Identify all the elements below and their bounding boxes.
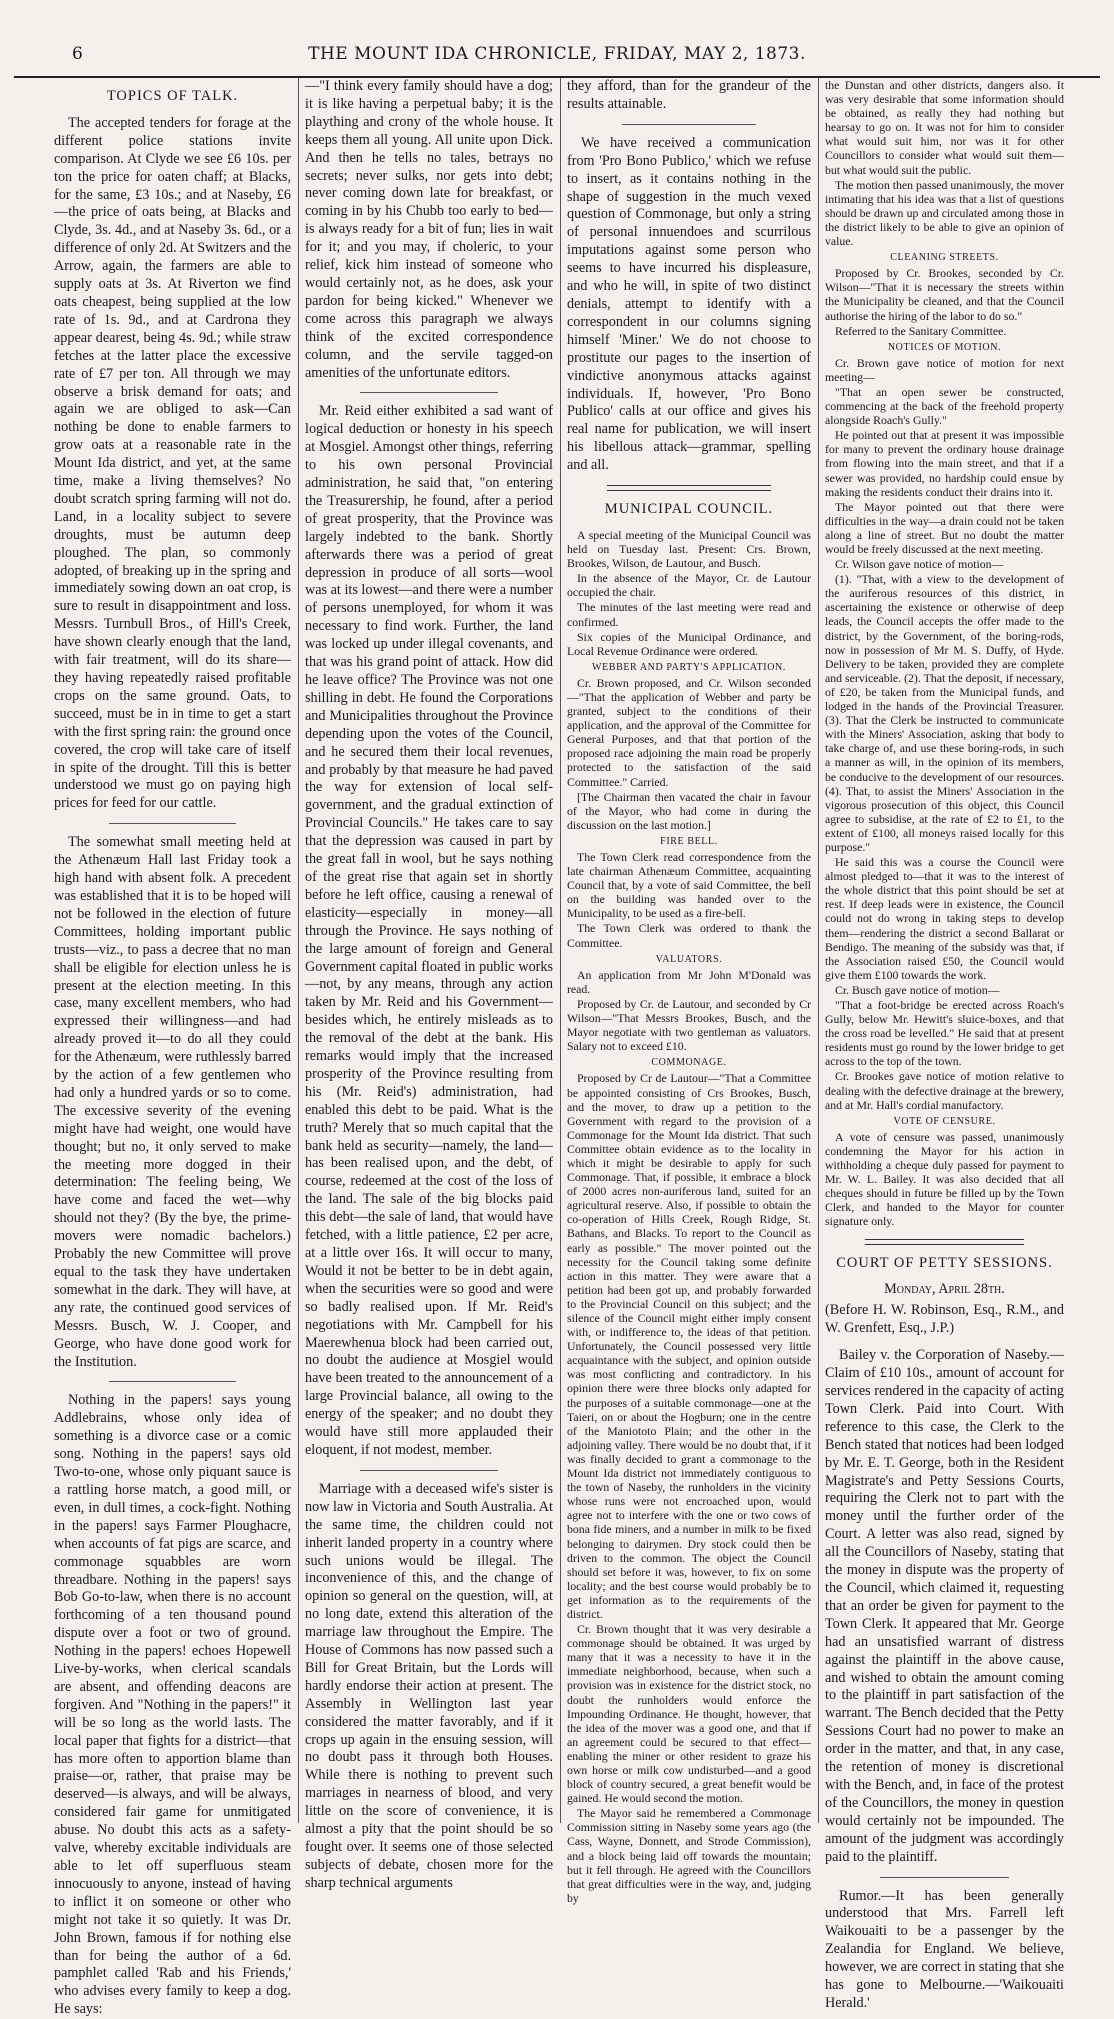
separator-rule: [622, 124, 756, 125]
webber-motion: Cr. Brown proposed, and Cr. Wilson seconded—"That the application of Webber and party be granted, subject to the conditions of their application, and the approval of the Committee for General Purposes, and that that portion of the proposed race adjoining the main road be properly protected to the satisfaction of the said Committee." Carried.: [567, 675, 811, 789]
deep-leads-remarks: He said this was a course the Council were almost pledged to—that it was to the interest of the whole district that this point should be set at rest. If deep leads were in existence, the Council could not do wrong in taking steps to develop them—rendering the district a second Ballarat or Bendigo. The meaning of the subsidy was that, if the Association raised £50, the Council would give them £100 towards the work.: [825, 855, 1064, 982]
valuators-motion: Proposed by Cr. de Lautour, and seconded by Cr Wilson—"That Messrs Brookes, Busch, and the Mayor negotiate with two gentleman as valuators. Salary not to exceed £10.: [567, 996, 811, 1054]
minutes-note: The minutes of the last meeting were read and confirmed.: [567, 600, 811, 629]
grandeur-paragraph: they afford, than for the grandeur of the results attainable.: [567, 78, 811, 112]
cleaning-streets-motion: Proposed by Cr. Brookes, seconded by Cr. Wilson—"That it is necessary the streets within the Municipality be cleaned, and that the Council authorise the hiring of the labor to do so.": [825, 266, 1064, 323]
court-date: Monday, April 28th.: [884, 1280, 1005, 1297]
separator-rule: [360, 1470, 498, 1471]
marriage-law-paragraph: Marriage with a deceased wife's sister is now law in Victoria and South Australia. At the same time, the children could not inherit landed property in a country where such unions would be illegal. The inconvenience of this, and the change of opinion so general on the question, will, at no long date, extend this alteration of the marriage law throughout the Empire. The House of Commons has now passed such a Bill for Great Britain, but the Lords will hardly endorse their action at present. The Assembly in Wellington last year considered the matter favorably, and if it crops up again in the ensuing session, will no doubt pass it through both Houses. While there is nothing to prevent such marriages in nearness of blood, and very little on the score of convenience, it is almost a pity that the point should be so fought over. It seems one of those selected subjects of debate, chosen more for the sharp technical arguments: [305, 1480, 553, 1891]
meeting-attendance: A special meeting of the Municipal Council was held on Tuesday last. Present: Crs. Brown, Brookes, Wilson, de Lautour, and Busch.: [567, 527, 811, 571]
subheading-valuators: VALUATORS.: [655, 953, 723, 965]
mayor-remarks-continued: the Dunstan and other districts, dangers also. It was very desirable that some information should be obtained, as really they had nothing but hearsay to go on. It was not for him to consider what would suit him, nor was it for other Councillors to consider what would suit them—but what would suit the public.: [825, 78, 1064, 177]
athenaeum-meeting-paragraph: The somewhat small meeting held at the Athenæum Hall last Friday took a high hand with absent folk. A precedent was established that it is to be hoped will not be followed in the election of future Committees, holding important public trusts—viz., to pass a decree that no man shall be eligible for election unless he is present at the election meeting. In this case, many excellent members, who had expressed their willingness—and had already proved it—to do all they could for the Athenæum, were ruthlessly barred by the action of a few gentlemen who had only a hundred yards or so to come. The excessive severity of the evening might have had weight, one would have thought; but no, it only served to make the meeting more dogged in their determination: The feeling being, We have come and faced the wet—why should not they? (By the bye, the prime-movers were nomadic bachelors.) Probably the new Committee will prove equal to the task they have undertaken somewhat in the dark. They will have, at any rate, the continued good services of Messrs. Busch, W. J. Cooper, and George, who have done good work for the Institution.: [54, 834, 291, 1370]
censure-paragraph: A vote of censure was passed, unanimously condemning the Mayor for his action in withholding a cheque duly passed for payment to Mr. W. L. Bailey. It was also decided that all cheques should in future be filled up by the Town Clerk, and handed to the Mayor for counter signature only.: [825, 1129, 1064, 1229]
sewer-remarks: He pointed out that at present it was impossible for many to prevent the ordinary house drainage from flowing into the main street, and that if a sewer was provided, no hardship could ensue by making the residents conduct their drains into it.: [825, 428, 1064, 499]
sanitary-referral: Referred to the Sanitary Committee.: [835, 323, 1007, 338]
columns-area: [50, 78, 1068, 2018]
rumor-paragraph: Rumor.—It has been generally understood that Mrs. Farrell left Waikouaiti to be a passenger by the Zealandia for England. We believe, however, we are correct in stating that she has gone to Melbourne.—'Waikouaiti Herald.': [825, 1887, 1064, 2011]
cr-brown-remarks: Cr. Brown thought that it was very desirable a commonage should be obtained. It was urged by many that it was a necessity to have it in the immediate neighborhood, because, when such a provision was in existence for the district stock, no doubt the runholders would enforce the Impounding Ordinance. He thought, however, that the idea of the mover was a good one, and that if an agreement could be secured to that effect—enabling the miner or other resident to graze his own horse or milk cow undisturbed—and a good block of country secured, a great benefit would be gained. He would second the motion.: [567, 1622, 811, 1806]
municipal-council-continued: [825, 78, 1064, 1229]
petty-sessions-heading: COURT OF PETTY SESSIONS.: [836, 1254, 1053, 1271]
subheading-vote-of-censure: VOTE OF CENSURE.: [893, 1115, 996, 1127]
chair-note: In the absence of the Mayor, Cr. de Lautour occupied the chair.: [567, 571, 811, 600]
separator-rule: [109, 1381, 236, 1382]
column-4: [821, 78, 1068, 2011]
foot-bridge-motion: "That a foot-bridge be erected across Roach's Gully, below Mr. Hewitt's sluice-boxes, and that the cross road be levelled." He said that at present residents must go round by the lower bridge to get across to the top of the town.: [825, 998, 1064, 1069]
court-bench: (Before H. W. Robinson, Esq., R.M., and W. Grenfett, Esq., J.P.): [825, 1302, 1064, 1337]
bailey-case: Bailey v. the Corporation of Naseby.—Claim of £10 10s., amount of account for services rendered in the capacity of acting Town Clerk. Paid into Court. With reference to this case, the Clerk to the Bench stated that notices had been lodged by Mr. E. T. George, both in the Resident Magistrate's and Petty Sessions Courts, requiring the Clerk not to part with the money until the further order of the Court. A letter was also read, signed by all the Councillors of Naseby, stating that the money in dispute was the property of the Council, which claimed it, requesting that an order be given for payment to the Town Clerk. It appeared that Mr. George had an unsatisfied warrant of distress against the plaintiff in the above cause, and wished to obtain the amount coming to the plaintiff in part satisfaction of the warrant. The Bench decided that the Petty Sessions Court had no power to make an order in the matter, and that, in any case, the retention of money is discretional with the Bench, and, in face of the protest of the Councillors, the money in question would certainly not be impounded. The amount of the judgment was accordingly paid to the plaintiff.: [825, 1347, 1064, 1865]
page-number: 6: [72, 44, 83, 64]
cr-wilson-notice: Cr. Wilson gave notice of motion—: [835, 557, 1004, 572]
subheading-notices-of-motion: NOTICES OF MOTION.: [887, 341, 1002, 353]
column-1: [50, 78, 295, 2018]
mayor-drain-remarks: The Mayor pointed out that there were difficulties in the way—a drain could not be taken along a line of street. But no doubt the matter would be freely discussed at the next meeting.: [825, 499, 1064, 556]
forage-tenders-paragraph: The accepted tenders for forage at the different police stations invite comparison. At Clyde we see £6 10s. per ton the price for oaten chaff; at Blacks, for the same, £3 10s.; and at Naseby, £6—the price of oats being, at Blacks and Clyde, 3s. 4d., and at Naseby 3s. 6d., or a difference of only 2d. At Switzers and the Arrow, again, the farmers are able to supply oats at 3s. At Riverton we find oats cheapest, being supplied at the low rate of 1s. 9d., and at Cardrona they appear dearest, being 4s. 9d.; while straw fetches at the latter place the excessive rate of £7 per ton. All through we may observe a brisk demand for oats; and again we are obliged to ask—Can nothing be done to enable farmers to grow oats at a reasonable rate in the Mount Ida district, and yet, at the same time, make a living themselves? No doubt scratch spring farming will not do. Land, in a locality subject to severe droughts, must be autumn deep ploughed. The plan, so commonly adopted, of breaking up in the spring and immediately sowing down an oat crop, is sure to result in disappointment and loss. Messrs. Turnbull Bros., of Hill's Creek, have shown clearly enough that the land, with fair treatment, will do its share—they having repeatedly raised profitable crops on the same ground. Oats, to succeed, must be in in time to get a start with the first spring rain: the ground once covered, the crop will take care of itself in spite of the drought. Till this is better understood we must go on paying high prices for feed for our cattle.: [54, 114, 291, 812]
page-header: [14, 40, 1100, 78]
municipal-council-report: [567, 528, 811, 1905]
column-rule: [818, 78, 819, 1823]
separator-rule: [109, 823, 236, 824]
municipal-council-heading: MUNICIPAL COUNCIL.: [604, 501, 774, 518]
double-rule: [607, 485, 771, 491]
column-2: [301, 78, 557, 1891]
subheading-cleaning-streets: CLEANING STREETS.: [890, 252, 999, 264]
boring-rods-motion: (1). "That, with a view to the development of the auriferous resources of this district, in ascertaining the existence or otherwise of deep leads, the Council accepts the offer made to the district, by the Government, of the boring-rods, now in possession of Mr M. S. Duffy, of Hyde. Delivery to be taken, provided they are complete and serviceable. (2). That the deposit, if necessary, of £20, be taken from the Municipal funds, and lodged in the hands of the Provincial Treasurer. (3). That the Clerk be instructed to communicate with the Miners' Association, asking that body to take charge of, and use these boring-rods, in such a manner as will, in the opinion of its members, be conducive to the development of our resources. (4). That, to assist the Miners' Association in the vigorous prosecution of this object, this Council agree to subsidise, at the rate of £2 to £1, to the extent of £100, all moneys raised locally for this purpose.": [825, 572, 1064, 854]
commonage-motion: Proposed by Cr de Lautour—"That a Committee be appointed consisting of Crs Brookes, Busch, and the mover, to draw up a petition to the Government with regard to the provision of a Commonage for the Mount Ida district. That such Committee obtain evidence as to the locality in which it might be desirable to apply for such Commonage. That, if possible, it embrace a block of 2000 acres non-auriferous land, suited for an agricultural reserve. Also, if possible to obtain the co-operation of Hills Creek, Rough Ridge, St. Bathans, and Blacks. To report to the Council as early as possible." The mover pointed out the necessity for the Council taking some definite action in this matter. They were aware that a petition had been got up, and probably forwarded to the Provincial Council on this subject; and the silence of the Council might either imply consent with, or indifference to, the ideas of that petition. Unfortunately, the Council possessed very little acquaintance with the subject, and opinion outside was most conflicting and contradictory. In his opinion there were three blocks only adapted for the purposes of a suitable commonage—one at the Taieri, on or about the Hogburn; one in the centre of the Maniototo Plain; and the other in the adjoining valley. There would be no doubt that, if it was finally decided to grant a commonage to the Mount Ida district not immediately contiguous to the town of Naseby, the runholders in the vicinity whose runs were not encroached upon, would agree not to interfere with the one or two cows of bona fide miners, and a number in milk to be fixed belonging to dairymen. Dry stock could then be driven to the common. The object the Council should set before it was, however, to fix on some locality; and the best course would probably be to get information as to the requirements of the district.: [567, 1071, 811, 1621]
subheading-commonage: COMMONAGE.: [651, 1057, 727, 1069]
column-3: [563, 78, 815, 1905]
separator-rule: [880, 1877, 1009, 1878]
double-rule: [865, 1239, 1024, 1245]
ordinance-note: Six copies of the Municipal Ordinance, and Local Revenue Ordinance were ordered.: [567, 629, 811, 658]
drainage-notice: Cr. Brookes gave notice of motion relative to dealing with the defective drainage at the brewery, and at Mr. Hall's cordial manufactory.: [825, 1069, 1064, 1112]
mr-reid-paragraph: Mr. Reid either exhibited a sad want of logical deduction or honesty in his speech at Mosgiel. Amongst other things, referring to his own personal Provincial administration, he said that, "on entering the Treasurership, he found, after a period of great prosperity, that the Province was largely indebted to the bank. Shortly afterwards there was a period of great depression in produce of all sorts—wool was at its lowest—and there were a number of persons unemployed, for whom it was necessary to find work. Further, the land was locked up under illegal covenants, and that was his grand point of attack. How did he leave office? The Province was not one shilling in debt. He found the Corporations and Municipalities throughout the Province depending upon the votes of the Council, and he secured them their local revenues, and probably by that measure he had paved the way for extension of local self-government, and the gradual extinction of Provincial Councils." He takes care to say that the depression was caused in part by the great fall in wool, but he says nothing of the great rise that again set in shortly before he left office, causing a renewal of elasticity—especially in money—all through the Province. He says nothing of the large amount of foreign and General Government capital floated in public works—not, by any means, through any action taken by Mr. Reid and his Government—besides which, he entirely misleads as to the removal of the debt at the bank. His remarks would imply that the increased prosperity of the Province resulting from his (Mr. Reid's) administration, had enabled this debt to be paid. What is the truth? Merely that so much capital that the bank held as security—namely, the land—has been realised upon, and the debt, of course, redeemed at the cost of the loss of the land. The sale of the big blocks paid this debt—the sale of land, that would have fetched, with a little patience, £2 per acre, at a little over 16s. It will occur to many, Would it not be better to be in debt again, when the securities were so good and were so badly realised upon. If Mr. Reid's negotiations with Mr. Campbell for his Maerewhenua block had been carried out, no doubt the audience at Mosgiel would have been treated to the announcement of a large Provincial balance, all owing to the energy of the speaker; and no doubt they would have still more applauded their eloquent, if not modest, member.: [305, 403, 553, 1458]
sewer-motion: "That an open sewer be constructed, commencing at the back of the freehold property alongside Roach's Gully.": [825, 384, 1064, 428]
cr-brown-notice: Cr. Brown gave notice of motion for next meeting—: [825, 355, 1064, 384]
subheading-fire-bell: FIRE BELL.: [660, 835, 718, 847]
column-rule: [560, 78, 561, 1823]
cr-busch-notice: Cr. Busch gave notice of motion—: [835, 982, 1000, 997]
mayor-remarks: The Mayor said he remembered a Commonage Commission sitting in Naseby some years ago (the Cass, Wayne, Donnett, and Strode Commission), and a block being laid off towards the mountain; but it fell through. He agreed with the Councillors that great difficulties were in the way, and, judging by: [567, 1806, 811, 1905]
fire-bell-thanks: The Town Clerk was ordered to thank the Committee.: [567, 921, 811, 950]
topics-of-talk-heading: TOPICS OF TALK.: [106, 88, 239, 104]
subheading-webber: WEBBER AND PARTY'S APPLICATION.: [592, 661, 786, 673]
fire-bell-paragraph: The Town Clerk read correspondence from the late chairman Athenæum Committee, acquainting Council that, by a vote of said Committee, the bell on the building was handed over to the Municipality, to be used as a fire-bell.: [567, 850, 811, 921]
masthead: THE MOUNT IDA CHRONICLE, FRIDAY, MAY 2, 1873.: [308, 44, 806, 64]
valuators-application: An application from Mr John M'Donald was read.: [567, 967, 811, 996]
chairman-note: [The Chairman then vacated the chair in favour of the Mayor, who had come in during the discussion on the last motion.]: [567, 789, 811, 832]
pro-bono-publico-paragraph: We have received a communication from 'Pro Bono Publico,' which we refuse to insert, as it contains nothing in the shape of suggestion in the much vexed question of Commonage, but only a string of personal innuendoes and scurrilous imputations against some person who seems to have incurred his displeasure, and who he will, in spite of two distinct denials, attempt to identify with a correspondent in our columns signing himself 'Miner.' We do not choose to prostitute our pages to the insertion of vindictive anonymous attacks against individuals. If, however, 'Pro Bono Publico' calls at our office and gives his real name for publication, we will insert his libellous attack—grammar, spelling and all.: [567, 134, 811, 474]
column-rule: [298, 78, 299, 1823]
nothing-in-papers-paragraph: Nothing in the papers! says young Addlebrains, whose only idea of something is a divorce case or a comic song. Nothing in the papers! says old Two-to-one, whose only piquant sauce is a rattling horse match, a good mill, or even, in dull times, a cock-fight. Nothing in the papers! says Farmer Ploughacre, when accounts of fat pigs are scarce, and commonage squabbles are worn threadbare. Nothing in the papers! says Bob Go-to-law, when there is no account forthcoming of a ten thousand pound dispute over a foot or two of ground. Nothing in the papers! echoes Hopewell Live-by-works, when clerical scandals are absent, and offending deacons are forgiven. And "Nothing in the papers!" it will be so long as the world lasts. The local paper that fights for a district—that has more often to apportion blame than praise—or, rather, that praise may be deserved—is always, and will be always, considered fair game for unmitigated abuse. No doubt this acts as a safety-valve, whereby excitable individuals are able to let off superfluous steam innocuously to anyone, instead of having to inflict it on someone or other who might not take it so quietly. It was Dr. John Brown, famous if for nothing else than for being the author of a 6d. pamphlet called 'Rab and his Friends,' who advises every family to keep a dog. He says:: [54, 1392, 291, 2018]
dog-quote-paragraph: —"I think every family should have a dog; it is like having a perpetual baby; it is the plaything and crony of the whole house. It keeps them all young. All unite upon Dick. And then he tells no tales, betrays no secrets; never sulks, nor gets into debt; never coming down late for breakfast, or coming in by his Chubb too early to bed—is always ready for a bit of fun; lies in wait for it; and you may, if choleric, to your relief, kick him instead of someone who would certainly not, as he does, ask your pardon for being kicked." Whenever we come across this paragraph we always think of the excited correspondence column, and the servile tagged-on amenities of the unfortunate editors.: [305, 78, 553, 381]
motion-passed: The motion then passed unanimously, the mover intimating that his idea was that a list of questions should be drawn up and circulated among those in the district likely to be able to give an opinion of value.: [825, 177, 1064, 249]
separator-rule: [360, 392, 498, 393]
